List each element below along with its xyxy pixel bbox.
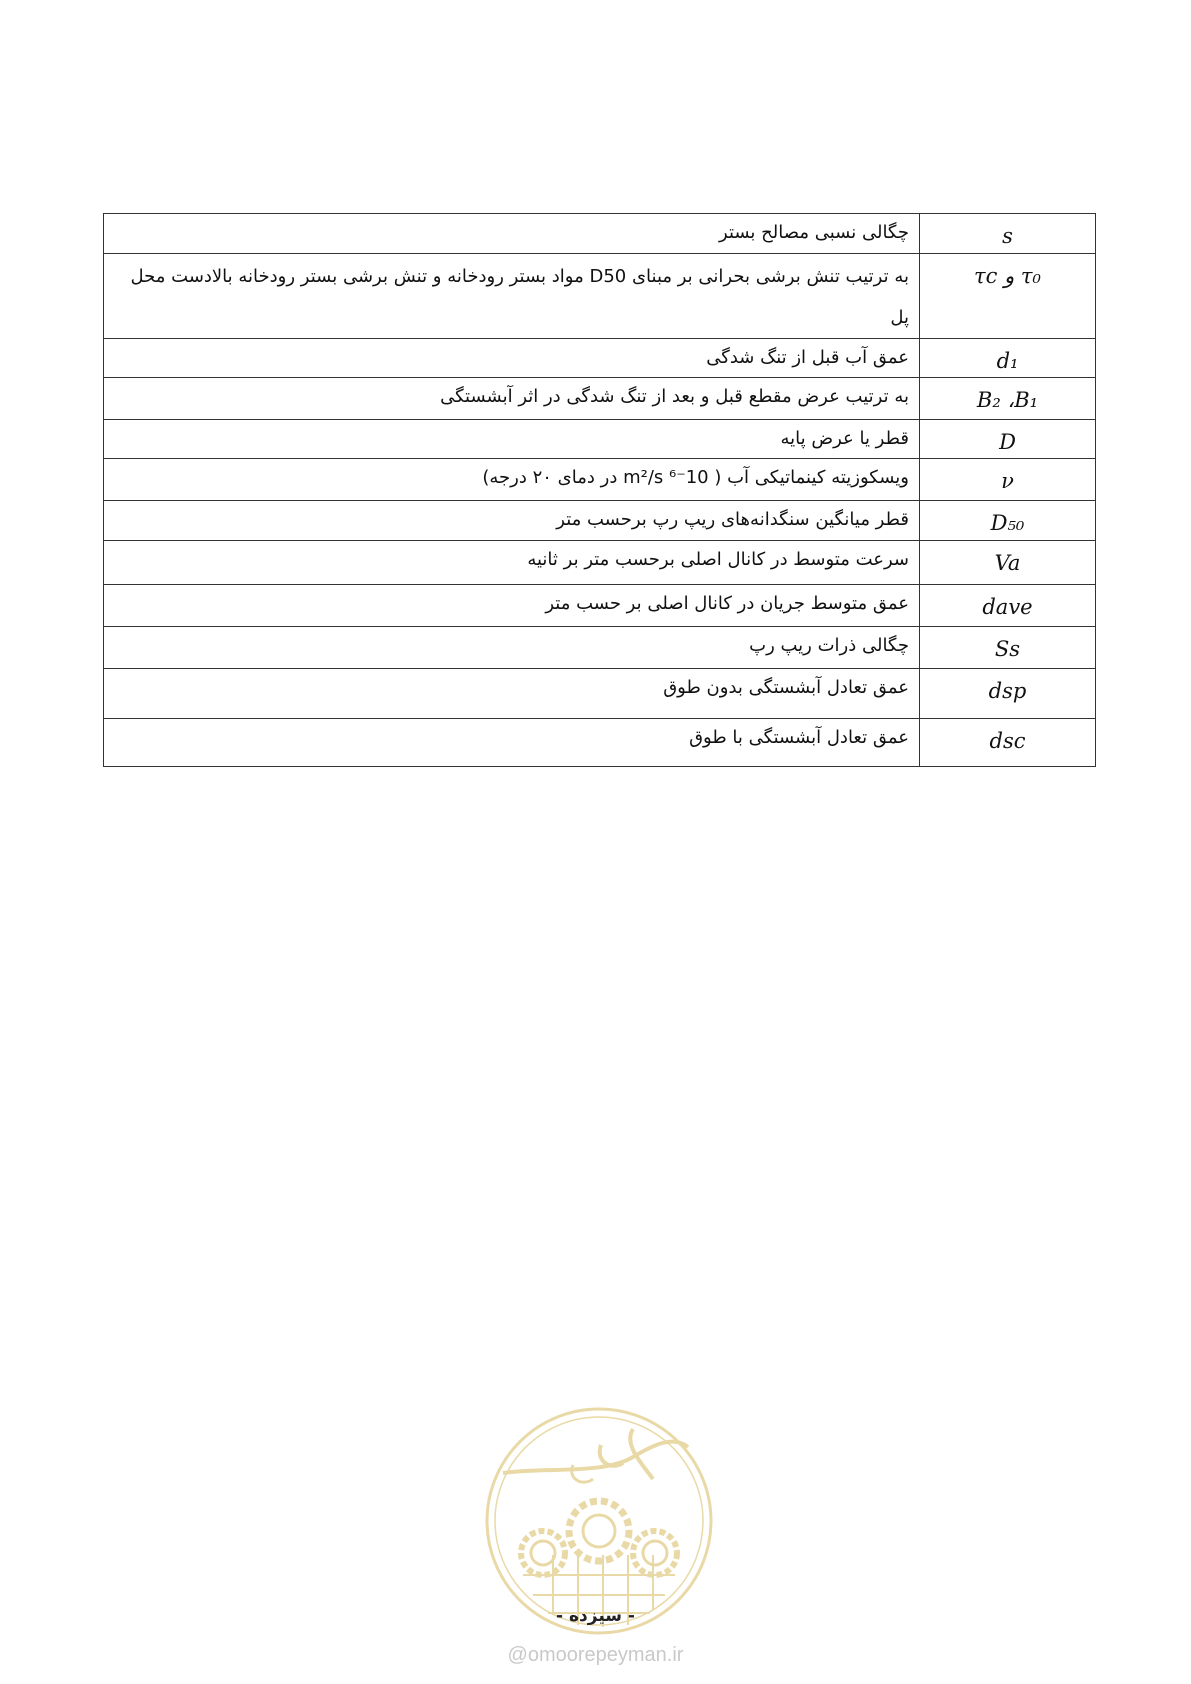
table-row	[104, 627, 1096, 669]
description-cell: ویسکوزیته کینماتیکی آب ( 10⁻⁶ m²/s در دمای ۲۰ درجه)	[104, 459, 920, 501]
table-row	[104, 541, 1096, 585]
page-number: - سیزده -	[556, 1606, 635, 1626]
symbol-cell: Ss	[920, 627, 1096, 669]
table-row	[104, 585, 1096, 627]
symbol-cell: s	[920, 214, 1096, 254]
table-row	[104, 339, 1096, 378]
description-cell: چگالی ذرات ریپ رپ	[104, 627, 920, 669]
symbol-cell: D₅₀	[920, 501, 1096, 541]
symbol-cell: D	[920, 420, 1096, 459]
description-cell: عمق آب قبل از تنگ شدگی	[104, 339, 920, 378]
description-cell: عمق تعادل آبشستگی بدون طوق	[104, 669, 920, 719]
description-cell: چگالی نسبی مصالح بستر	[104, 214, 920, 254]
description-cell: به ترتیب عرض مقطع قبل و بعد از تنگ شدگی در اثر آبشستگی	[104, 378, 920, 420]
table-row	[104, 669, 1096, 719]
table-row	[104, 501, 1096, 541]
table-row	[104, 420, 1096, 459]
symbol-cell: B₂ ،B₁	[920, 378, 1096, 420]
description-cell: عمق متوسط جریان در کانال اصلی بر حسب متر	[104, 585, 920, 627]
watermark-seal-logo	[483, 1405, 715, 1637]
symbol-cell: dave	[920, 585, 1096, 627]
table-row	[104, 254, 1096, 339]
symbol-cell: dsc	[920, 719, 1096, 767]
symbol-cell: Va	[920, 541, 1096, 585]
description-cell: سرعت متوسط در کانال اصلی برحسب متر بر ثانیه	[104, 541, 920, 585]
table-row	[104, 719, 1096, 767]
description-cell: عمق تعادل آبشستگی با طوق	[104, 719, 920, 767]
description-cell: به ترتیب تنش برشی بحرانی بر مبنای D50 مواد بستر رودخانه و تنش برشی بستر رودخانه بالادست محل پل	[104, 254, 920, 339]
site-watermark: @omoorepeyman.ir	[507, 1644, 684, 1666]
table-row	[104, 378, 1096, 420]
symbol-cell: dsp	[920, 669, 1096, 719]
symbols-table	[103, 213, 1096, 767]
symbol-cell: ν	[920, 459, 1096, 501]
table-row	[104, 214, 1096, 254]
table-row	[104, 459, 1096, 501]
description-cell: قطر میانگین سنگدانه‌های ریپ رپ برحسب متر	[104, 501, 920, 541]
symbol-cell: τ₀ و τc	[920, 254, 1096, 339]
description-cell: قطر یا عرض پایه	[104, 420, 920, 459]
symbol-cell: d₁	[920, 339, 1096, 378]
